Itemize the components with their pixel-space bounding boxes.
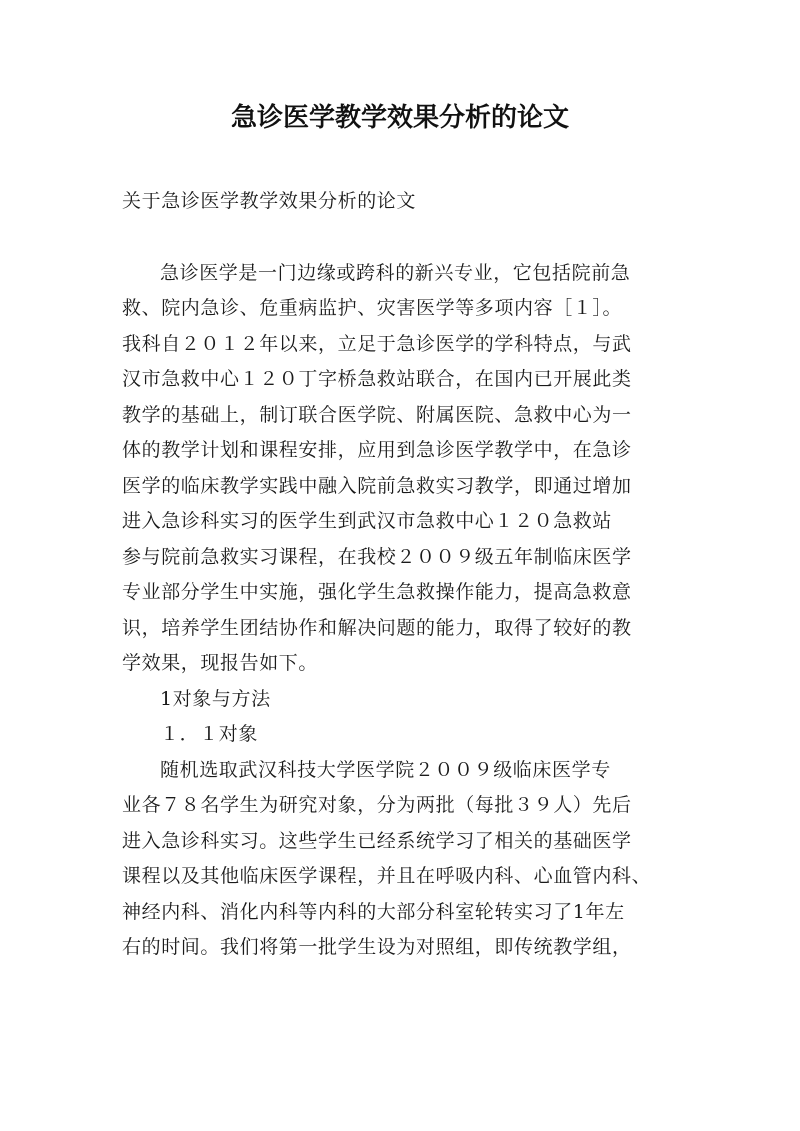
- text-line: 学效果，现报告如下。: [122, 652, 319, 674]
- text-line: 专业部分学生中实施，强化学生急救操作能力，提高急救意: [122, 581, 632, 603]
- text-line: 业各７８名学生为研究对象，分为两批（每批３９人）先后: [122, 794, 632, 816]
- text-line: 参与院前急救实习课程，在我校２００９级五年制临床医学: [122, 545, 632, 568]
- paragraph-intro: [122, 256, 684, 682]
- text-line: 识，培养学生团结协作和解决问题的能力，取得了较好的教: [122, 616, 632, 639]
- text-line: 救、院内急诊、危重病监护、灾害医学等多项内容［１］。: [122, 297, 623, 319]
- text-line: 神经内科、消化内科等内科的大部分科室轮转实习了1年左: [122, 900, 625, 923]
- document-subtitle: 关于急诊医学教学效果分析的论文: [122, 190, 417, 212]
- text-line: 进入急诊科实习。这些学生已经系统学习了相关的基础医学: [122, 829, 632, 852]
- text-line: 课程以及其他临床医学课程，并且在呼吸内科、心血管内科、: [122, 865, 652, 887]
- text-line: 汉市急救中心１２０丁字桥急救站联合，在国内已开展此类: [122, 368, 632, 390]
- section-heading: 1对象与方法: [160, 687, 271, 710]
- text-line: 我科自２０１２年以来，立足于急诊医学的学科特点，与武: [122, 332, 632, 355]
- blank-line: [122, 220, 684, 256]
- subsection-heading: １．１对象: [160, 723, 259, 745]
- text-line: 进入急诊科实习的医学生到武汉市急救中心１２０急救站: [122, 510, 613, 532]
- document-title: 急诊医学教学效果分析的论文: [230, 103, 569, 133]
- text-line: 右的时间。我们将第一批学生设为对照组，即传统教学组，: [122, 936, 632, 958]
- text-line: 教学的基础上，制订联合医学院、附属医院、急救中心为一: [122, 403, 632, 426]
- text-line: 体的教学计划和课程安排，应用到急诊医学教学中，在急诊: [122, 439, 632, 461]
- document-body: [122, 184, 684, 966]
- text-line: 随机选取武汉科技大学医学院２００９级临床医学专: [160, 758, 611, 781]
- text-line: 医学的临床教学实践中融入院前急救实习教学，即通过增加: [122, 474, 632, 497]
- text-line: 急诊医学是一门边缘或跨科的新兴专业，它包括院前急: [160, 261, 631, 284]
- paragraph-subjects: [122, 753, 684, 966]
